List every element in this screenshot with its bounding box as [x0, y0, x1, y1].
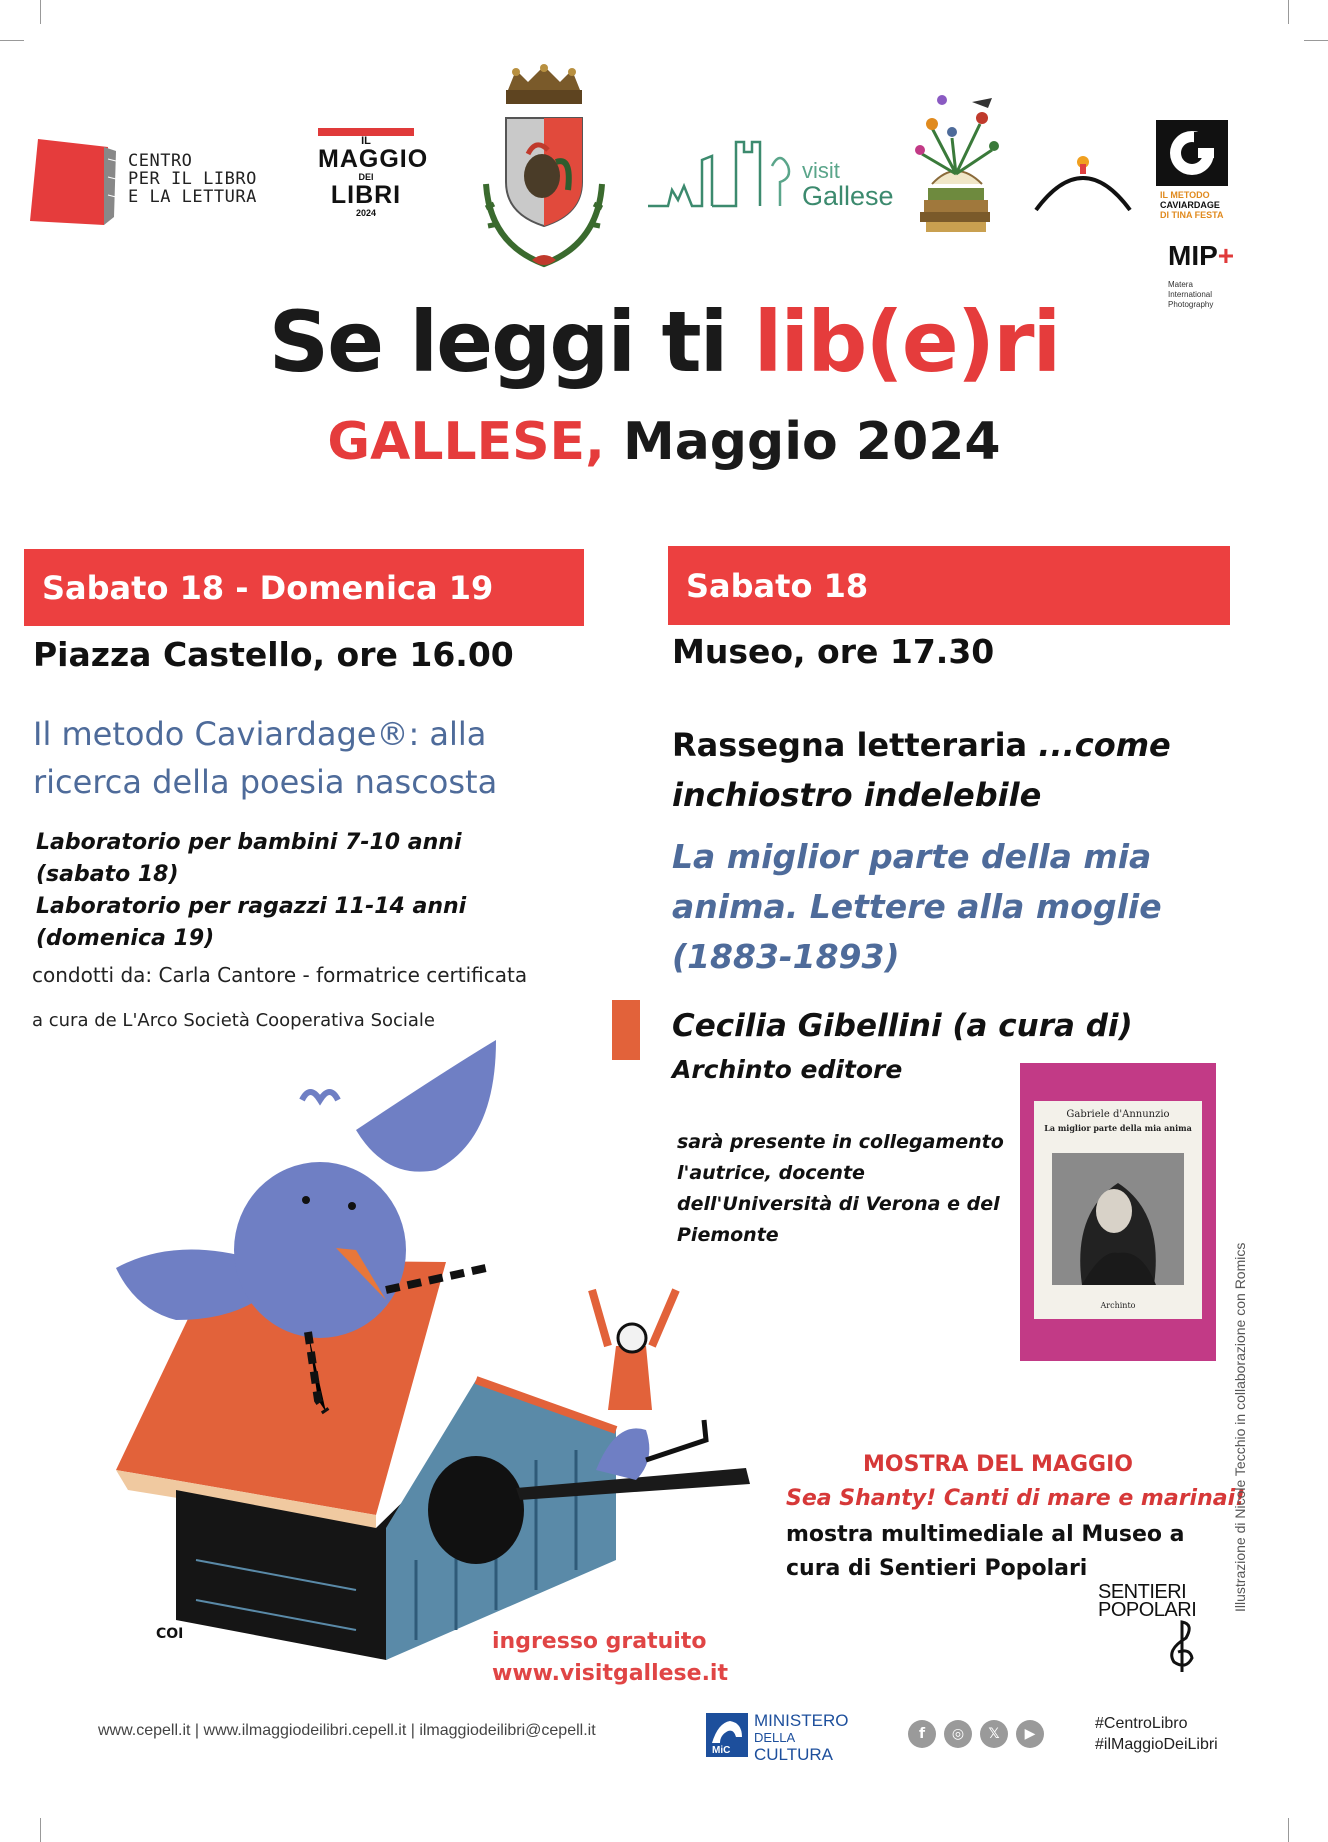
sentieri-line: POPOLARI — [1098, 1599, 1197, 1621]
maggio-dei-libri-logo — [318, 128, 429, 218]
cepell-logo-icon — [30, 137, 116, 229]
books-tree-logo-icon — [902, 88, 1010, 234]
left-event-title — [33, 710, 497, 806]
book-cover-author: Gabriele d'Annunzio — [1066, 1109, 1170, 1120]
mostra-line: mostra multimediale al Museo a — [786, 1522, 1185, 1547]
left-header-text: Sabato 18 - Domenica 19 — [42, 568, 494, 607]
left-date-header — [24, 549, 584, 626]
book-cover — [1020, 1063, 1216, 1361]
lab-date: (domenica 19) — [36, 926, 215, 951]
ministero-cultura-logo — [754, 1712, 848, 1763]
caviardage-logo-icon — [1156, 120, 1228, 186]
mip-plus: + — [1217, 240, 1235, 271]
cepell-line: PER IL LIBRO — [128, 169, 257, 189]
gallese-coat-of-arms-icon — [476, 64, 612, 278]
rassegna-title — [672, 720, 1272, 820]
footer-links[interactable]: www.cepell.it | www.ilmaggiodeilibri.cepell.it | ilmaggiodeilibri@cepell.it — [98, 1722, 596, 1739]
facebook-icon[interactable]: f — [908, 1720, 936, 1748]
curated-by: a cura de L'Arco Società Cooperativa Sociale — [32, 1010, 436, 1031]
caviardage-line: IL METODO — [1160, 190, 1210, 200]
arch-logo-icon — [1032, 150, 1134, 214]
hashtags — [1095, 1713, 1218, 1755]
event-title-line: Il metodo Caviardage®: alla — [33, 715, 487, 753]
rassegna-italic: ...come — [1038, 726, 1171, 764]
book-cover-photo — [1052, 1153, 1184, 1285]
illustration-signature: COI — [156, 1626, 184, 1642]
book-title — [672, 832, 1272, 982]
crop-mark — [40, 0, 41, 24]
mip-name: MIP — [1168, 240, 1218, 271]
title-part2: lib(e)ri — [753, 293, 1060, 391]
subtitle-date: Maggio 2024 — [604, 412, 1001, 472]
visit-gallese-logo — [802, 160, 894, 210]
logo-dei: DEI — [358, 172, 374, 182]
visit-word: visit — [802, 158, 840, 183]
book-cover-title: La miglior parte della mia anima — [1044, 1123, 1192, 1133]
mic-badge: MiC — [712, 1745, 731, 1756]
presence-line: dell'Università di Verona e del — [677, 1193, 1000, 1215]
subtitle-place: GALLESE, — [327, 412, 605, 472]
visit-gallese-castle-icon — [648, 136, 800, 212]
mic-line: CULTURA — [754, 1745, 834, 1764]
logo-maggio: MAGGIO — [318, 145, 429, 173]
hashtag[interactable]: #CentroLibro — [1095, 1715, 1188, 1732]
rassegna-prefix: Rassegna letteraria — [672, 726, 1039, 764]
crop-mark — [1304, 40, 1328, 41]
free-entry: ingresso gratuito — [492, 1629, 707, 1654]
caviardage-line: DI TINA FESTA — [1160, 210, 1224, 220]
presence-line: sarà presente in collegamento — [677, 1131, 1004, 1153]
page-title — [0, 292, 1328, 392]
sentieri-line: SENTIERI — [1098, 1581, 1187, 1603]
rassegna-line: inchiostro indelebile — [672, 776, 1042, 814]
book-cover-publisher: Archinto — [1100, 1301, 1136, 1310]
lab-list — [36, 827, 466, 955]
social-icons — [908, 1720, 1044, 1748]
x-twitter-icon[interactable]: 𝕏 — [980, 1720, 1008, 1748]
logo-year: 2024 — [355, 208, 377, 218]
caviardage-logo-text — [1160, 190, 1224, 220]
title-part1: Se leggi ti — [268, 293, 754, 391]
website-link[interactable]: www.visitgallese.it — [492, 1661, 728, 1686]
event-title-line: ricerca della poesia nascosta — [33, 763, 498, 801]
treble-clef-icon — [1160, 1616, 1204, 1676]
cepell-logo-text — [128, 152, 257, 206]
cepell-line: E LA LETTURA — [128, 187, 257, 207]
book-title-line: (1883-1893) — [672, 937, 900, 976]
mip-subtitle: Matera International Photography — [1168, 280, 1214, 309]
mostra-subtitle: Sea Shanty! Canti di mare e marinai! — [786, 1486, 1246, 1511]
caviardage-line: CAVIARDAGE — [1160, 200, 1220, 210]
right-place: Museo, ore 17.30 — [672, 632, 995, 671]
mic-logo-icon — [706, 1713, 748, 1757]
portrait-photo-icon — [1052, 1153, 1184, 1285]
book-cover-inner — [1034, 1101, 1202, 1319]
entry-info — [492, 1626, 728, 1690]
hashtag[interactable]: #ilMaggioDeiLibri — [1095, 1736, 1218, 1753]
crop-mark — [0, 40, 24, 41]
mic-line: DELLA — [754, 1730, 796, 1745]
crop-mark — [1288, 1818, 1289, 1842]
book-editor: Archinto editore — [672, 1055, 903, 1084]
bird-birdhouse-illustration — [56, 1000, 756, 1680]
mostra-title: MOSTRA DEL MAGGIO — [863, 1452, 1133, 1477]
mostra-line: cura di Sentieri Popolari — [786, 1556, 1088, 1581]
youtube-icon[interactable]: ▶ — [1016, 1720, 1044, 1748]
mostra-description — [786, 1518, 1226, 1586]
lab-item: Laboratorio per ragazzi 11-14 anni — [36, 894, 467, 919]
book-author: Cecilia Gibellini (a cura di) — [672, 1008, 1133, 1044]
right-date-header — [668, 546, 1230, 625]
gallese-word: Gallese — [802, 181, 894, 211]
page-subtitle — [0, 410, 1328, 474]
sentieri-popolari-logo — [1098, 1583, 1196, 1619]
book-title-line: anima. Lettere alla moglie — [672, 887, 1162, 926]
conducted-by: condotti da: Carla Cantore - formatrice certificata — [32, 963, 528, 987]
presence-line: Piemonte — [677, 1224, 779, 1246]
book-title-line: La miglior parte della mia — [672, 837, 1152, 876]
presence-note — [677, 1127, 1017, 1251]
logo-libri: LIBRI — [330, 181, 402, 209]
right-header-text: Sabato 18 — [686, 566, 869, 605]
cepell-line: CENTRO — [128, 151, 193, 171]
illustration-credit: Illustrazione di Nicole Tecchio in collaborazione con Romics — [1232, 1242, 1248, 1612]
mip-logo — [1168, 240, 1234, 272]
instagram-icon[interactable]: ◎ — [944, 1720, 972, 1748]
crop-mark — [1288, 0, 1289, 24]
crop-mark — [40, 1818, 41, 1842]
logo-il: IL — [361, 135, 371, 147]
lab-item: Laboratorio per bambini 7-10 anni — [36, 830, 462, 855]
lab-date: (sabato 18) — [36, 862, 179, 887]
mic-line: MINISTERO — [754, 1711, 849, 1730]
presence-line: l'autrice, docente — [677, 1162, 865, 1184]
left-place: Piazza Castello, ore 16.00 — [33, 635, 514, 674]
